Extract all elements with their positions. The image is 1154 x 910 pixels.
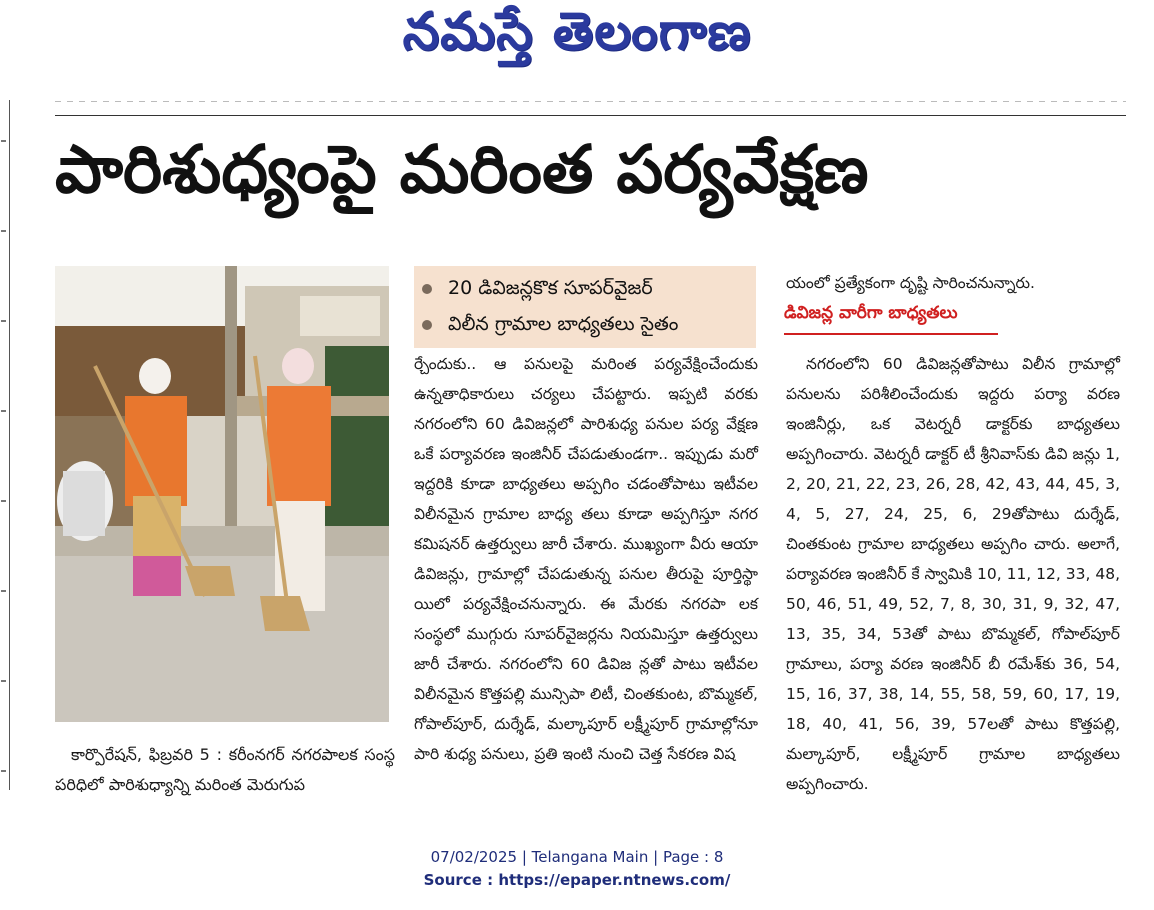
section-subhead: డివిజన్ల వారీగా బాధ్యతలు [784, 303, 958, 323]
subhead-underline [784, 333, 998, 335]
bullet-icon [422, 284, 432, 294]
top-divider-dashed [55, 101, 1126, 102]
sanitation-workers-photo [55, 266, 389, 722]
highlight-text: 20 డివిజన్లకొక సూపర్‌వైజర్ [448, 277, 653, 299]
footer-edition-line: 07/02/2025 | Telangana Main | Page : 8 [430, 848, 724, 866]
news-photo [55, 266, 389, 722]
photo-caption: కార్పొరేషన్, ఫిబ్రవరి 5 : కరీంనగర్ నగరపాలక సంస్థ పరిధిలో పారిశుధ్యాన్ని మరింత మెరుగుప [55, 745, 395, 794]
article-column-3: నగరంలోని 60 డివిజన్లతోపాటు విలీన గ్రామాల్లో పనులను పరిశీలించేందుకు ఇద్దరు పర్యా వరణ ఇంజినీర్లు, ఒక వెటర్నరీ డాక్టర్‌కు బాధ్యతలు అప్పగించారు. వెటర్నరీ డాక్టర్ టీ శ్రీనివాస్‌కు డివి జన్లు 1, 2, 20, 21, 22, 23, 26, 28, 42, 43, 44, 45, 3, 4, 5, 27, 24, 25, 6, 29తోపాటు దుర్శేడ్, చింతకుంట గ్రామాల బాధ్యతలు అప్పగిం చారు. అలాగే, పర్యావరణ ఇంజినీర్ కే స్వామికి 10, 11, 12, 33, 48, 50, 46, 51, 49, 52, 7, 8, 30, 31, 9, 32, 47, 13, 35, 34, 53తో పాటు బొమ్మకల్, గోపాల్‌పూర్ గ్రామాలు, పర్యా వరణ ఇంజినీర్ బీ రమేశ్‌కు 36, 54, 15, 16, 37, 38, 14, 55, 58, 59, 60, 17, 19, 18, 40, 41, 56, 39, 57లతో పాటు కొత్తపల్లి, మల్కాపూర్, లక్ష్మీపూర్ గ్రామాల బాధ్యతలు అప్పగించారు. [786, 355, 1120, 793]
article-column-3-lead: యంలో ప్రత్యేకంగా దృష్టి సారించనున్నారు. [786, 274, 1035, 292]
page-footer [0, 846, 1154, 892]
article-column-2: ర్చేందుకు.. ఆ పనులపై మరింత పర్యవేక్షించేందుకు ఉన్నతాధికారులు చర్యలు చేపట్టారు. ఇప్పటి వరకు నగరంలోని 60 డివిజన్లలో పారిశుధ్య పనుల పర్య వేక్షణ ఒకే పర్యావరణ ఇంజినీర్ చేపడుతుండగా.. ఇప్పుడు మరో ఇద్దరికి కూడా బాధ్యతలు అప్పగిం చడంతోపాటు ఇటీవల విలీనమైన గ్రామాల బాధ్య తలు కూడా అప్పగిస్తూ నగర కమిషనర్ ఉత్తర్వులు జారీ చేశారు. ముఖ్యంగా వీరు ఆయా డివిజన్లు, గ్రామాల్లో చేపడుతున్న పనుల తీరుపై పూర్తిస్థా యిలో పర్యవేక్షించనున్నారు. ఈ మేరకు నగరపా లక సంస్థలో ముగ్గురు సూపర్‌వైజర్లను నియమిస్తూ ఉత్తర్వులు జారీ చేశారు. నగరంలోని 60 డివిజ న్లతో పాటు ఇటీవల విలీనమైన కొత్తపల్లి మున్సిపా లిటీ, చింతకుంట, బొమ్మకల్, గోపాల్‌పూర్, దుర్శేడ్, మల్కాపూర్ లక్ష్మీపూర్ గ్రామాల్లోనూ పారి శుధ్య పనులు, ప్రతి ఇంటి నుంచి చెత్త సేకరణ విష [414, 355, 758, 763]
highlight-box [414, 266, 756, 348]
bullet-icon [422, 320, 432, 330]
highlight-item [422, 313, 678, 340]
page-edge-ruler [0, 100, 10, 790]
masthead-title: నమస్తే తెలంగాణ [402, 2, 752, 62]
highlight-item [422, 277, 653, 304]
top-divider [55, 115, 1126, 116]
article-headline: పారిశుధ్యంపై మరింత పర్యవేక్షణ [55, 131, 869, 208]
highlight-text: విలీన గ్రామాల బాధ్యతలు సైతం [448, 313, 679, 335]
footer-source-line: Source : https://epaper.ntnews.com/ [423, 871, 731, 889]
masthead [0, 0, 1154, 80]
